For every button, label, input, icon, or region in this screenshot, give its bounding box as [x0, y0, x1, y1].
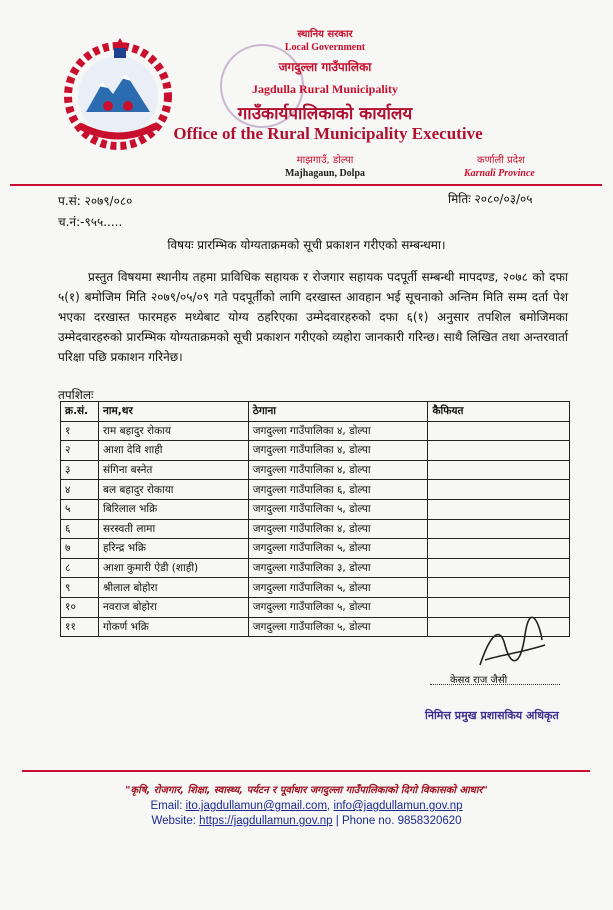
- cell-remarks: [428, 480, 570, 500]
- col-name: नाम,थर: [98, 402, 248, 422]
- cell-address: जगदुल्ला गाउँपालिका ५, डोल्पा: [248, 597, 428, 617]
- website-link[interactable]: https://jagdullamun.gov.np: [199, 815, 333, 827]
- cell-name: बिरिलाल भक्रि: [98, 499, 248, 519]
- footer-motto: "कृषि, रोजगार, शिक्षा, स्वास्थ्य, पर्यटन र पूर्वाधार जगदुल्ला गाउँपालिकाको दिगो विकासको आधार": [125, 785, 488, 796]
- cell-serial: १०: [61, 597, 99, 617]
- cell-name: गोकर्ण भक्रि: [98, 617, 248, 637]
- cell-name: हरिन्द्र भक्रि: [98, 539, 248, 559]
- cell-remarks: [428, 441, 570, 461]
- col-serial: क्र.सं.: [61, 402, 99, 422]
- footer-website-line: [0, 815, 613, 827]
- table-row: [61, 460, 570, 480]
- email-label: Email:: [150, 800, 183, 812]
- cell-serial: १: [61, 421, 99, 441]
- cell-address: जगदुल्ला गाउँपालिका ५, डोल्पा: [248, 617, 428, 637]
- cell-name: श्रीलाल बोहोरा: [98, 578, 248, 598]
- body-paragraph: प्रस्तुत विषयमा स्थानीय तहमा प्राविधिक सहायक र रोजगार सहायक पदपूर्ती सम्बन्धी मापदण्ड, २०७८ को दफा ५(१) बमोजिम मिति २०७९/०५/०९ गते पदपूर्तीको लागि दरखास्त आवहान भई सूचनाको अन्तिम मिति सम्म दर्ता पेश भएका दरखास्त फारमहरु मध्येबाट योग्य ठहरिएका उम्मेदवारहरुको दफा ६(१) अनुसार तपशिल बमोजिमका उम्मेदवारहरुको प्रारम्भिक योग्यताक्रमको सूची प्रकाशन गरीएको व्यहोरा जानकारी गरिन्छ। साथै लिखित तथा अन्तरवार्ता परिक्षा पछि प्रकाशन गरिनेछ।: [58, 270, 568, 364]
- cell-address: जगदुल्ला गाउँपालिका ३, डोल्पा: [248, 558, 428, 578]
- email-link-1[interactable]: ito.jagdullamun@gmail.com: [185, 800, 328, 812]
- phone-number: | Phone no. 9858320620: [335, 815, 462, 827]
- cell-remarks: [428, 578, 570, 598]
- cell-serial: ४: [61, 480, 99, 500]
- header-gov-english: Local Government: [284, 42, 366, 53]
- table-row: [61, 499, 570, 519]
- table-header-row: [61, 402, 570, 422]
- cell-remarks: [428, 558, 570, 578]
- table-row: [61, 578, 570, 598]
- cell-serial: ६: [61, 519, 99, 539]
- cell-name: आशा कुमारी ऐडी (शाही): [98, 558, 248, 578]
- cell-address: जगदुल्ला गाउँपालिका ४, डोल्पा: [248, 460, 428, 480]
- cell-serial: ३: [61, 460, 99, 480]
- header-place-english: Majhagaun, Dolpa: [284, 168, 365, 179]
- cell-remarks: [428, 421, 570, 441]
- handwritten-signature: [470, 615, 550, 675]
- province-devanagari: कर्णाली प्रदेश: [477, 155, 525, 166]
- cell-name: राम बहादुर रोकाय: [98, 421, 248, 441]
- cell-address: जगदुल्ला गाउँपालिका ५, डोल्पा: [248, 578, 428, 598]
- cell-serial: ८: [61, 558, 99, 578]
- header-rm-english: Jagdulla Rural Municipality: [251, 82, 399, 96]
- signatory-name: केसव राज जैसी: [450, 675, 508, 686]
- footer-divider: [22, 770, 590, 772]
- cell-remarks: [428, 539, 570, 559]
- letter-ref-number: प.सं: २०७९/०८०: [58, 194, 133, 208]
- cell-serial: ५: [61, 499, 99, 519]
- table-row: [61, 558, 570, 578]
- cell-address: जगदुल्ला गाउँपालिका ५, डोल्पा: [248, 499, 428, 519]
- province-english: Karnali Province: [464, 168, 535, 179]
- candidate-table: [60, 401, 570, 637]
- cell-address: जगदुल्ला गाउँपालिका ४, डोल्पा: [248, 441, 428, 461]
- cell-remarks: [428, 460, 570, 480]
- header-gov-devanagari: स्थानिय सरकार: [297, 29, 353, 40]
- header-divider: [10, 184, 602, 186]
- cell-name: आशा देवि शाही: [98, 441, 248, 461]
- email-link-2[interactable]: info@jagdullamun.gov.np: [333, 800, 463, 812]
- table-row: [61, 441, 570, 461]
- footer-email-line: [0, 800, 613, 812]
- col-address: ठेगाना: [248, 402, 428, 422]
- email-separator: ,: [327, 800, 331, 812]
- cell-serial: २: [61, 441, 99, 461]
- dispatch-number: च.नं:-९५५.....: [58, 215, 123, 229]
- cell-serial: ७: [61, 539, 99, 559]
- header-place-devanagari: माझगाउँ, डोल्पा: [296, 155, 354, 166]
- cell-remarks: [428, 519, 570, 539]
- letter-subject: विषयः प्रारम्भिक योग्यताक्रमको सूची प्रकाशन गरीएको सम्बन्धमा।: [167, 238, 446, 252]
- cell-name: बल बहादुर रोकाया: [98, 480, 248, 500]
- website-label: Website:: [151, 815, 196, 827]
- cell-address: जगदुल्ला गाउँपालिका ४, डोल्पा: [248, 519, 428, 539]
- cell-name: संगिना बस्नेत: [98, 460, 248, 480]
- signatory-title: निमित्त प्रमुख प्रशासकिय अधिकृत: [425, 709, 559, 722]
- table-row: [61, 519, 570, 539]
- details-label: तपशिलः: [58, 388, 94, 402]
- cell-serial: ९: [61, 578, 99, 598]
- cell-serial: ११: [61, 617, 99, 637]
- cell-name: नवराज बोहोरा: [98, 597, 248, 617]
- cell-name: सरस्वती लामा: [98, 519, 248, 539]
- header-office-english: Office of the Rural Municipality Executive: [173, 124, 483, 143]
- col-remarks: कैफियत: [428, 402, 570, 422]
- cell-address: जगदुल्ला गाउँपालिका ६, डोल्पा: [248, 480, 428, 500]
- header-office-devanagari: गाउँकार्यपालिकाको कार्यालय: [237, 104, 413, 124]
- cell-address: जगदुल्ला गाउँपालिका ५, डोल्पा: [248, 539, 428, 559]
- cell-address: जगदुल्ला गाउँपालिका ४, डोल्पा: [248, 421, 428, 441]
- letter-date: मितिः २०८०/०३/०५: [448, 192, 533, 206]
- table-row: [61, 539, 570, 559]
- table-row: [61, 421, 570, 441]
- header-rm-devanagari: जगदुल्ला गाउँपालिका: [278, 60, 372, 74]
- table-row: [61, 480, 570, 500]
- cell-remarks: [428, 499, 570, 519]
